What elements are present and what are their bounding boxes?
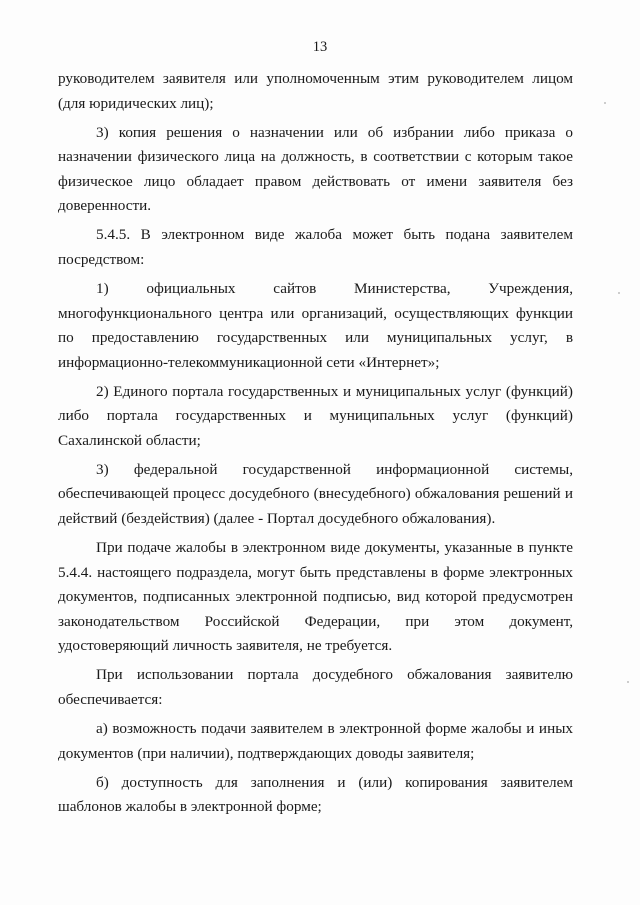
- paragraph-item-2-unified-portal: 2) Единого портала государственных и муниципальных услуг (функций) либо портала государственных и муниципальных услуг (функций) Сахалинской области;: [58, 382, 573, 449]
- page-number: 13: [312, 39, 328, 55]
- paragraph-5-4-5: 5.4.5. В электронном виде жалоба может быть подана заявителем посредством:: [58, 226, 573, 268]
- paragraph-continuation: руководителем заявителя или уполномоченным этим руководителем лицом (для юридических лиц);: [58, 70, 573, 112]
- document-body: [58, 67, 573, 824]
- scan-speck: [627, 681, 629, 683]
- paragraph-item-3-copy-decision: 3) копия решения о назначении или об избрании либо приказа о назначении физического лица на должность, в соответствии с которым такое физическое лицо обладает правом действовать от имени заявителя без доверенности.: [58, 123, 573, 215]
- paragraph-item-a: а) возможность подачи заявителем в электронной форме жалобы и иных документов (при наличии), подтверждающих доводы заявителя;: [58, 719, 573, 762]
- paragraph-portal-provides: При использовании портала досудебного обжалования заявителю обеспечивается:: [58, 666, 573, 708]
- paragraph-item-b: б) доступность для заполнения и (или) копирования заявителем шаблонов жалобы в электронной форме;: [58, 773, 573, 816]
- paragraph-item-3-federal-system: 3) федеральной государственной информационной системы, обеспечивающей процесс досудебного (внесудебного) обжалования решений и действий (бездействия) (далее - Портал досудебного обжалования).: [58, 460, 573, 528]
- paragraph-electronic-documents: При подаче жалобы в электронном виде документы, указанные в пункте 5.4.4. настоящего подраздела, могут быть представлены в форме электронных документов, подписанных электронной подписью, вид которой предусмотрен законодательством Российской Федерации, при этом документ, удостоверяющий личность заявителя, не требуется.: [58, 539, 573, 655]
- paragraph-item-1-official-sites: 1) официальных сайтов Министерства, Учреждения, многофункционального центра или организаций, осуществляющих функции по предоставлению государственных или муниципальных услуг, в информационно-телекоммуникационной сети «Интернет»;: [58, 279, 573, 371]
- scan-speck: [618, 292, 620, 294]
- scan-speck: [604, 102, 606, 104]
